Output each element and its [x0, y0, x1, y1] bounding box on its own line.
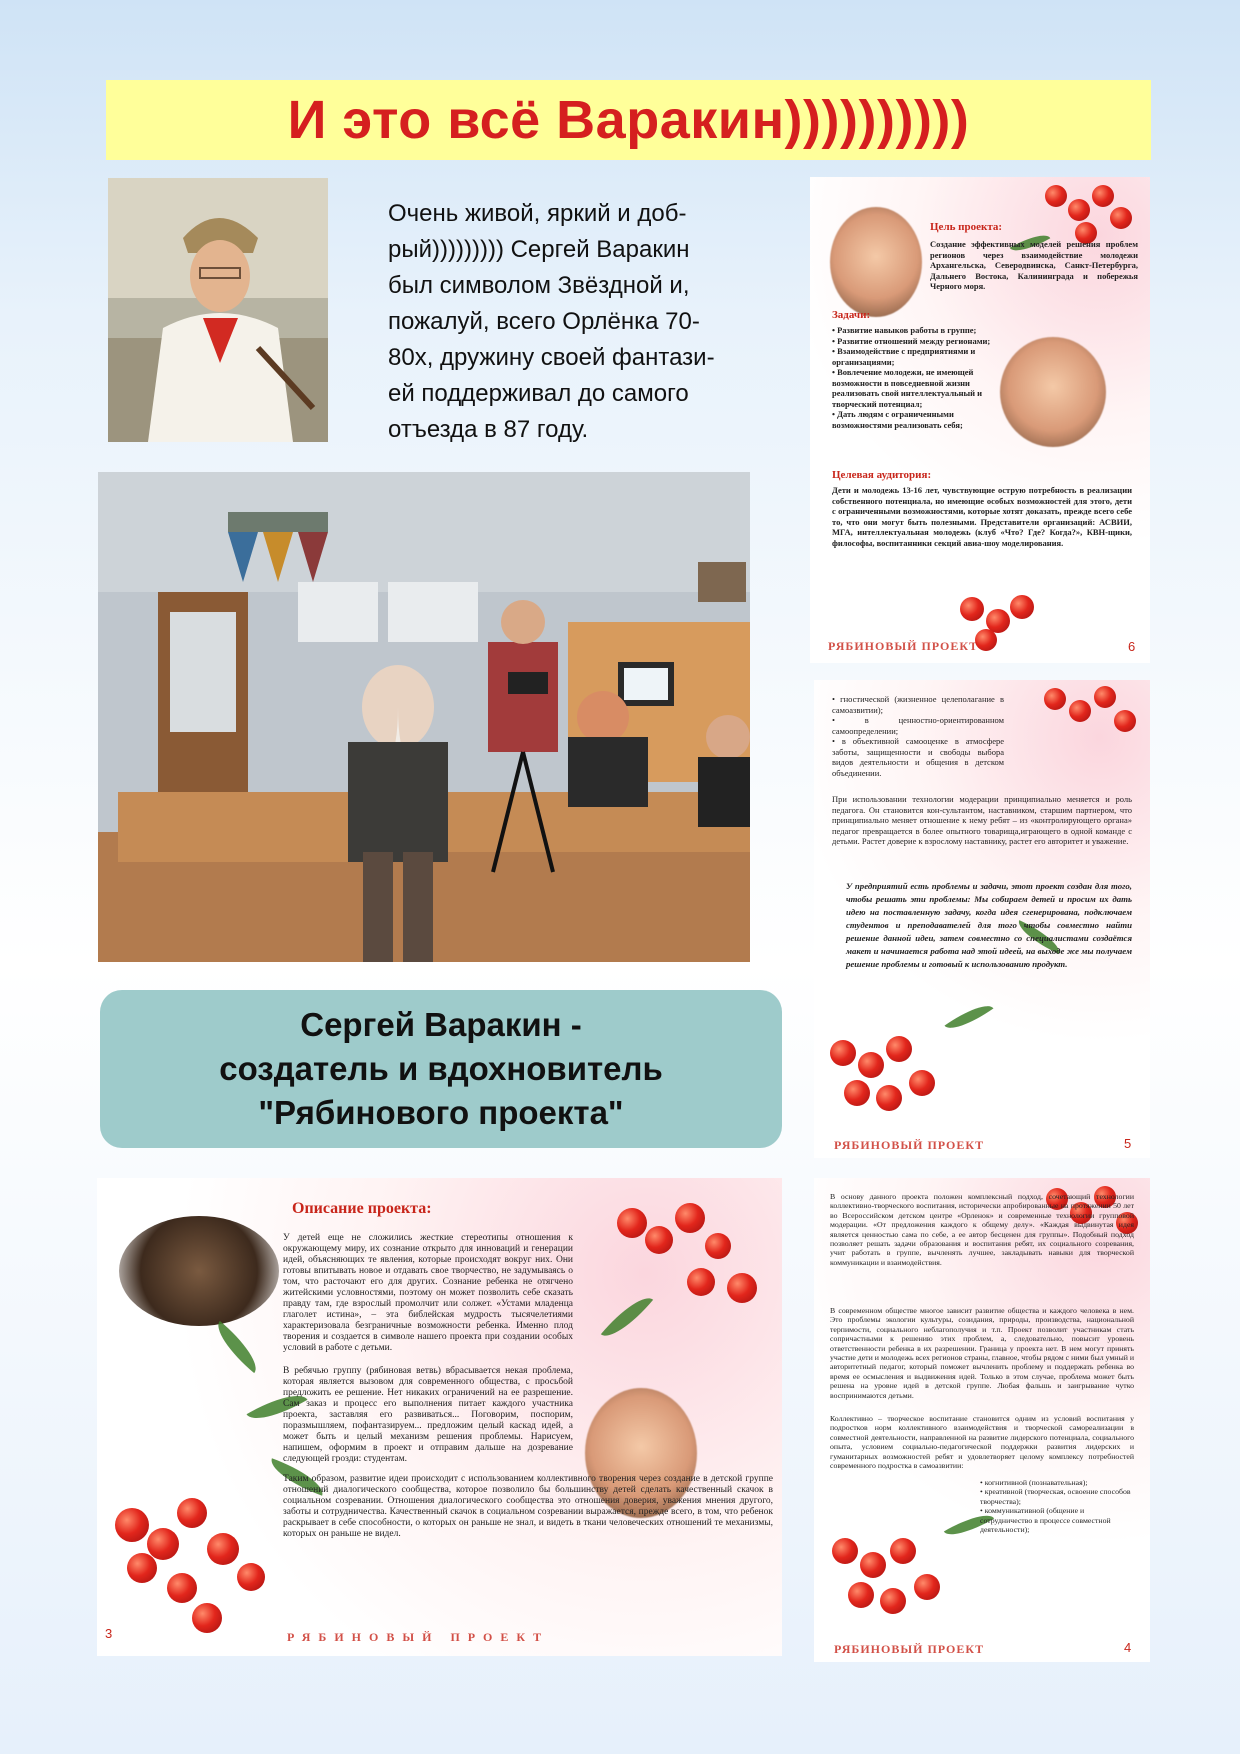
- page-title: И это всё Варакин)))))))))): [287, 90, 970, 150]
- rowan-berry: [727, 1273, 757, 1303]
- page-4-footer: РЯБИНОВЫЙ ПРОЕКТ: [834, 1642, 985, 1656]
- page-5-paragraph-2: У предприятий есть проблемы и задачи, этот проект создан для того, чтобы решать эти проблемы: Мы собираем детей и просим их дать идею на поставленную задачу, когда идея сгенерирована, подключаем студентов и преподавателей для того чтобы совместно найти решение данной идеи, затем совместно со специалистами создаётся макет и начинается работа над этой идеей, на выходе же мы получаем решение проблемы и готовый к использованию продукт.: [846, 881, 1132, 969]
- bullet-item: • в объективной самооценке в атмосфере заботы, защищенности и свободы выбора видов деятельности и общения в детском объединении.: [832, 736, 1004, 778]
- rowan-berry: [1068, 199, 1090, 221]
- goal-text: Создание эффективных моделей решения проблем регионов через взаимодействие молодежи Архангельска, Северодвинска, Санкт-Петербурга, Дальнего Востока, Калининграда и побережья Черного моря.: [930, 239, 1138, 291]
- meeting-illustration: [98, 472, 750, 962]
- caption-box: [100, 990, 782, 1148]
- rowan-leaf: [208, 1321, 266, 1373]
- page-5-footer: РЯБИНОВЫЙ ПРОЕКТ: [834, 1138, 985, 1152]
- rowan-berry: [147, 1528, 179, 1560]
- rowan-berry: [177, 1498, 207, 1528]
- bullet-item: • в ценностно-ориентированном самоопределении;: [832, 715, 1004, 736]
- task-item: • Вовлечение молодежи, не имеющей возможности в повседневной жизни реализовать свой интеллектуальный и творческий потенциал;: [832, 367, 1000, 409]
- rowan-berry: [909, 1070, 935, 1096]
- rowan-berry: [115, 1508, 149, 1542]
- brochure-page-3: [97, 1178, 782, 1656]
- rowan-berry: [687, 1268, 715, 1296]
- rowan-berry: [860, 1552, 886, 1578]
- rowan-berry: [207, 1533, 239, 1565]
- spread-heading: Описание проекта:: [292, 1200, 432, 1217]
- rowan-berry: [1110, 207, 1132, 229]
- children-group-photo: [119, 1216, 279, 1326]
- task-item: • Развитие отношений между регионами;: [832, 336, 1000, 347]
- rowan-berry: [832, 1538, 858, 1564]
- rowan-berry: [858, 1052, 884, 1078]
- page-4-list: [980, 1478, 1134, 1534]
- rowan-berry: [167, 1573, 197, 1603]
- rowan-berry: [705, 1233, 731, 1259]
- title-band: [106, 80, 1151, 160]
- boy-portrait: [1000, 337, 1106, 447]
- page-5-paragraph-1: При использовании технологии модерации принципиально меняется и роль педагога. Он становится кон-сультантом, наставником, старшим партнером, что принципиально меняет отношение к нему ребят – из «контролирующего органа» педагог превращается в более опытного товарища,играющего в одной команде с детьми. Растет доверие к взрослому наставнику, растет его авторитет и уважение.: [832, 794, 1132, 846]
- spread-footer: РЯБИНОВЫЙ ПРОЕКТ: [287, 1630, 550, 1644]
- rowan-berry: [237, 1563, 265, 1591]
- page-4-paragraph-1: В основу данного проекта положен комплексный подход, сочетающий технологии коллективно-творческого воспитания, исторически апробированные на протяжении 50 лет во Всероссийском детском центре «Орленок» и современные технологии групповой модерации. «От предложения каждого к общему делу». «Каждая выдвинутая идея является ценностью сама по себе, а ее автор бесценен для группы». Подобный подход позволяет решать задачи образования и воспитания ребят, их социального созревания, учит работать в группе, вычленять лучшее, закладывать навыки для творческой коммуникации и взаимодействия.: [830, 1192, 1134, 1267]
- rowan-berry: [675, 1203, 705, 1233]
- page-number-6: 6: [1128, 639, 1136, 654]
- page-number-3: 3: [105, 1626, 113, 1641]
- audience-text: Дети и молодежь 13-16 лет, чувствующие острую потребность в реализации собственного потенциала, но имеющие особых возможностей для этого, дети с ограниченными возможностями, которые хотят доказать, прежде всего себе то, что они могут быть полезными. Представители организаций: АСВИИ, МГА, интеллектуальная молодежь (клуб «Что? Где? Когда?», КВН-щики, философы, воспитанники секций авиа-шоу моделирования.: [832, 485, 1132, 548]
- rowan-berry: [1045, 185, 1067, 207]
- girl-portrait: [830, 207, 922, 317]
- goal-heading: Цель проекта:: [930, 221, 1003, 233]
- task-item: • Взаимодействие с предприятиями и организациями;: [832, 346, 1000, 367]
- spread-paragraph-3: Таким образом, развитие идеи происходит с использованием коллективного творения через создание в детской группе отношений диалогического сообщества, которое позволило бы большинству детей сделать качественный скачок в социальном созревании. Отношения диалогического сообщества это отношения доверия, уважения мнения другого, заботы и сотрудничества. Качественный скачок в социальном созревании выражается, прежде всего, в том, что ребенок раскрывает в себе способности, о которых он раньше не знал, и видеть в ткани человеческих отношений те механизмы, которых он раньше не видел.: [283, 1474, 773, 1539]
- tasks-list: [832, 325, 1000, 430]
- rowan-berry: [848, 1582, 874, 1608]
- rowan-berry: [960, 597, 984, 621]
- rowan-leaf: [601, 1288, 653, 1346]
- rowan-berry: [876, 1085, 902, 1111]
- task-item: • Развитие навыков работы в группе;: [832, 325, 1000, 336]
- page-6-footer: РЯБИНОВЫЙ ПРОЕКТ: [828, 639, 979, 653]
- rowan-berry: [1044, 688, 1066, 710]
- rowan-berry: [844, 1080, 870, 1106]
- rowan-berry: [1114, 710, 1136, 732]
- caption-line-1: Сергей Варакин -: [300, 1006, 582, 1043]
- list-item: • когнитивной (познавательная);: [980, 1478, 1134, 1487]
- rowan-berry: [886, 1036, 912, 1062]
- rowan-berry: [975, 629, 997, 651]
- task-item: • Дать людям с ограниченными возможностями реализовать себя;: [832, 409, 1000, 430]
- rowan-berry: [1010, 595, 1034, 619]
- rowan-berry: [645, 1226, 673, 1254]
- rowan-berry: [192, 1603, 222, 1633]
- page-number-4: 4: [1124, 1640, 1132, 1655]
- page-number-5: 5: [1124, 1136, 1132, 1151]
- caption-line-2: создатель и вдохновитель: [219, 1050, 663, 1087]
- spread-paragraph-2: В ребячью группу (рябиновая ветвь) вбрасывается некая проблема, которая является вызовом для современного общества, с просьбой предложить ее решение. Нет никаких ограничений на ее разрешение. Сам заказ и процесс его выполнения питает каждого участника проекта, заставляя его развиваться... Поговорим, поспорим, поразмышляем, пофантазируем... предложим целый каскад идей, а может быть и целый механизм решения проблемы. Нарисуем, напишем, оформим в проект и отправим дальше на дозревание следующей грозди: студентам.: [283, 1366, 573, 1464]
- rowan-berry: [1069, 700, 1091, 722]
- bullet-item: • гностической (жизненное целеполагание в самоазвитии);: [832, 694, 1004, 715]
- intro-text: Очень живой, яркий и доб-рый))))))))) Сергей Варакин был символом Звёздной и, пожалуй, всего Орлёнка 70-80х, дружину своей фантази-ей поддерживал до самого отъезда в 87 году.: [388, 200, 715, 443]
- brochure-page-6: [810, 177, 1150, 663]
- portrait-photo: [108, 178, 328, 442]
- rowan-leaf: [945, 997, 994, 1037]
- spread-paragraph-1: У детей еще не сложились жесткие стереотипы отношения к окружающему миру, их сознание открыто для инноваций и генерации идей, объясняющих те явления, которые происходят вокруг них. Они готовы впитывать новое и отдавать свое творчество, не задумываясь о том, что расточают его для других. Сознание ребенка не отягчено житейскими условностями, поэтому он может позволить себе сказать правду там, где взрослый промолчит или солжет. «Устами младенца глаголет истина», – эта библейская мудрость тысячелетиями характеризовала безграничные возможности ребенка. Именно плод творения и создается в символе нашего проекта при создании особых условий в работе с детьми.: [283, 1233, 573, 1353]
- page-4-paragraph-3: Коллективно – творческое воспитание становится одним из условий воспитания у подростков норм коллективного взаимодействия и творческой самореализации в совместной деятельности, направленной на развитие лидерского потенциала, социального опыта, условием социально-педагогической поддержки развития лидерских и гуманитарных возможностей ребят и удовлетворяет целому комплексу потребностей современного подростка в самоазвитии:: [830, 1414, 1134, 1471]
- rowan-berry: [880, 1588, 906, 1614]
- list-item: • коммуникативной (общение и сотрудничество в процессе совместной деятельности);: [980, 1506, 1134, 1534]
- page-5-bullets: [832, 694, 1004, 778]
- audience-heading: Целевая аудитория:: [832, 469, 932, 481]
- brochure-page-4: [814, 1178, 1150, 1662]
- rowan-berry: [914, 1574, 940, 1600]
- brochure-page-5: [814, 680, 1150, 1158]
- meeting-photo: [98, 472, 750, 962]
- rowan-berry: [890, 1538, 916, 1564]
- portrait-illustration: [108, 178, 328, 442]
- rowan-berry: [127, 1553, 157, 1583]
- list-item: • креативной (творческая, освоение способов творчества);: [980, 1487, 1134, 1506]
- rowan-berry: [1094, 686, 1116, 708]
- rowan-berry: [617, 1208, 647, 1238]
- page-4-paragraph-2: В современном обществе многое зависит развитие общества и каждого человека в нем. Это проблемы экологии культуры, созидания, природы, производства, национальной терпимости, социального неблагополучия и т.п. Проект позволит участникам стать сопричастными к решению этих проблем, а, следовательно, повысит уровень ответственности ребенка в их разрешении. Граница у проекта нет. В нем могут принять участие дети и молодежь всех регионов страны, главное, чтобы рядом с ними был умный и авторитетный педагог, который поможет вычленить проблему и поддержать ребенка во время ее осмысления и выдвижения идей. Только в этом случае, проблема может быть решена на уровне идей в детской группе. Любая фальшь и заигрывание чутко воспринимаются детьми.: [830, 1306, 1134, 1400]
- caption-line-3: "Рябинового проекта": [258, 1094, 624, 1131]
- tasks-heading: Задачи:: [832, 309, 871, 321]
- rowan-berry: [830, 1040, 856, 1066]
- rowan-berry: [1092, 185, 1114, 207]
